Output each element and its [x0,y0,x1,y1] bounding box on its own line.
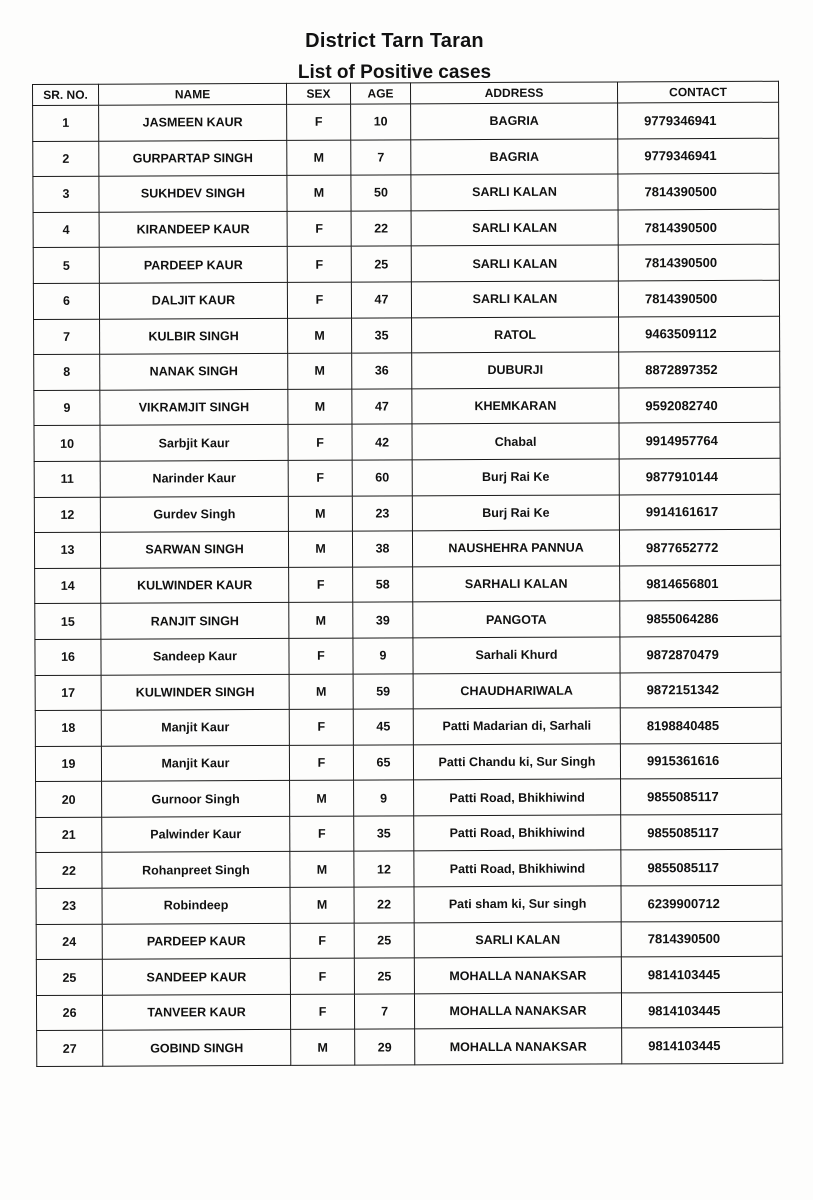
table-row [36,956,782,995]
cell-sex: F [287,282,351,318]
cell-sr-no: 4 [33,212,99,248]
cell-contact: 9779346941 [618,102,779,138]
cell-contact: 8198840485 [620,707,781,743]
cell-address: SARLI KALAN [411,174,618,210]
cell-name: Palwinder Kaur [102,816,290,852]
cell-address: MOHALLA NANAKSAR [415,1028,622,1064]
positive-cases-table [32,81,783,1067]
cell-sex: M [288,531,352,567]
header-age: AGE [350,83,410,104]
cell-name: TANVEER KAUR [102,994,290,1030]
cell-name: Gurnoor Singh [102,781,290,817]
document-title: District Tarn Taran [305,30,484,52]
cell-contact: 6239900712 [621,885,782,921]
cell-age: 29 [355,1029,415,1065]
cell-contact: 7814390500 [618,173,779,209]
cell-sr-no: 9 [34,390,100,426]
table-row [34,387,780,426]
cell-address: Patti Road, Bhikhiwind [414,815,621,851]
cell-address: SARLI KALAN [414,922,621,958]
cell-age: 7 [351,139,411,175]
cell-contact: 9877910144 [619,458,780,494]
cell-sr-no: 7 [34,319,100,355]
cell-age: 25 [354,922,414,958]
cell-sr-no: 20 [36,781,102,817]
cell-address: SARLI KALAN [411,245,618,281]
cell-name: GOBIND SINGH [103,1030,291,1066]
cell-contact: 9915361616 [620,743,781,779]
cell-sex: F [290,994,354,1030]
cell-sr-no: 15 [35,604,101,640]
cell-age: 65 [353,745,413,781]
cell-sex: M [290,887,354,923]
table-row [33,102,779,141]
header-contact: CONTACT [617,81,778,103]
table-row [34,316,780,355]
cell-age: 42 [352,424,412,460]
cell-age: 50 [351,175,411,211]
cell-age: 47 [352,389,412,425]
cell-sr-no: 17 [35,675,101,711]
document-subtitle: List of Positive cases [297,62,492,83]
table-row [33,280,779,319]
cell-age: 9 [353,638,413,674]
cell-sex: M [288,389,352,425]
cell-address: SARLI KALAN [411,210,618,246]
cell-sex: F [289,745,353,781]
cell-sr-no: 27 [37,1031,103,1067]
table-row [37,1028,783,1067]
cell-contact: 9872151342 [620,672,781,708]
cell-contact: 9814103445 [621,992,782,1028]
table-row [36,814,782,853]
cell-sex: M [290,780,354,816]
cell-name: Gurdev Singh [100,496,288,532]
cell-contact: 9872870479 [620,636,781,672]
cell-sr-no: 1 [33,105,99,141]
cell-sr-no: 24 [36,924,102,960]
cell-sr-no: 26 [36,995,102,1031]
table-row [35,601,781,640]
table-row [36,921,782,960]
cell-sex: M [288,496,352,532]
cell-sex: M [288,353,352,389]
table-body [33,102,783,1066]
cell-age: 60 [352,460,412,496]
cell-name: GURPARTAP SINGH [99,140,287,176]
cell-age: 38 [352,531,412,567]
cell-address: DUBURJI [412,352,619,388]
cell-age: 36 [352,353,412,389]
cell-contact: 9877652772 [619,529,780,565]
cell-contact: 9855085117 [621,850,782,886]
cell-sr-no: 18 [35,710,101,746]
cell-sr-no: 25 [36,959,102,995]
table-row [35,565,781,604]
table-row [36,850,782,889]
cell-name: Robindeep [102,887,290,923]
cell-address: Patti Madarian di, Sarhali [413,708,620,744]
cell-sex: M [287,140,351,176]
cell-address: CHAUDHARIWALA [413,672,620,708]
cell-contact: 9855064286 [620,601,781,637]
table-row [34,423,780,462]
cell-name: Rohanpreet Singh [102,852,290,888]
cell-sr-no: 11 [34,461,100,497]
cell-address: PANGOTA [413,601,620,637]
cell-address: RATOL [412,317,619,353]
cell-contact: 9914957764 [619,423,780,459]
table-row [35,672,781,711]
cell-sr-no: 10 [34,426,100,462]
table-row [33,138,779,177]
cell-contact: 9855085117 [621,779,782,815]
cell-sr-no: 13 [34,532,100,568]
table-row [36,779,782,818]
cell-contact: 7814390500 [618,209,779,245]
cell-sex: F [290,816,354,852]
cell-contact: 9814103445 [622,1028,783,1064]
cell-sr-no: 8 [34,354,100,390]
cell-address: Patti Road, Bhikhiwind [414,850,621,886]
cell-contact: 9463509112 [619,316,780,352]
cell-sex: F [288,424,352,460]
cell-name: RANJIT SINGH [101,603,289,639]
table-row [36,992,782,1031]
cell-address: MOHALLA NANAKSAR [414,957,621,993]
cell-sex: F [290,923,354,959]
cell-name: KULWINDER SINGH [101,674,289,710]
cell-age: 47 [351,282,411,318]
cell-address: BAGRIA [411,103,618,139]
cell-sex: M [287,175,351,211]
cell-sex: F [288,460,352,496]
cell-contact: 9779346941 [618,138,779,174]
cell-name: PARDEEP KAUR [99,247,287,283]
cell-sex: F [289,709,353,745]
cell-name: Manjit Kaur [101,709,289,745]
cell-sr-no: 5 [33,248,99,284]
cell-address: KHEMKARAN [412,388,619,424]
cell-name: Sandeep Kaur [101,638,289,674]
cell-name: KULBIR SINGH [100,318,288,354]
cell-sex: F [289,567,353,603]
cell-name: DALJIT KAUR [99,282,287,318]
cell-age: 7 [354,994,414,1030]
cell-age: 35 [354,816,414,852]
header-sr-no: SR. NO. [33,84,99,105]
cell-sex: M [289,674,353,710]
cell-age: 12 [354,851,414,887]
cell-contact: 7814390500 [618,280,779,316]
cell-sex: M [291,1030,355,1066]
cell-address: Patti Road, Bhikhiwind [414,779,621,815]
cell-name: Narinder Kaur [100,460,288,496]
cell-age: 35 [352,317,412,353]
cell-age: 10 [351,104,411,140]
cell-address: Patti Chandu ki, Sur Singh [413,744,620,780]
table-row [34,494,780,533]
cell-contact: 9855085117 [621,814,782,850]
cell-sex: F [287,104,351,140]
cell-sr-no: 6 [33,283,99,319]
header-name: NAME [99,83,287,105]
cell-name: Manjit Kaur [101,745,289,781]
cell-address: Chabal [412,423,619,459]
table-row [35,743,781,782]
table-row [34,529,780,568]
cell-sex: M [289,602,353,638]
cell-address: SARHALI KALAN [413,566,620,602]
cell-sex: M [290,852,354,888]
cell-sex: F [289,638,353,674]
cell-name: KULWINDER KAUR [101,567,289,603]
cell-name: SARWAN SINGH [100,532,288,568]
cell-sr-no: 22 [36,853,102,889]
cell-address: SARLI KALAN [411,281,618,317]
table-row [34,351,780,390]
cell-age: 25 [354,958,414,994]
cell-address: Pati sham ki, Sur singh [414,886,621,922]
cell-age: 9 [354,780,414,816]
cell-contact: 9914161617 [619,494,780,530]
cell-sr-no: 21 [36,817,102,853]
header-sex: SEX [286,83,350,104]
cell-contact: 9814656801 [620,565,781,601]
cell-sex: F [287,246,351,282]
cell-sex: F [287,211,351,247]
cell-sex: F [290,958,354,994]
cell-sr-no: 16 [35,639,101,675]
cell-sr-no: 2 [33,141,99,177]
cell-age: 39 [353,602,413,638]
cell-address: BAGRIA [411,139,618,175]
cell-address: NAUSHEHRA PANNUA [412,530,619,566]
cell-sr-no: 23 [36,888,102,924]
cell-address: MOHALLA NANAKSAR [414,993,621,1029]
cell-contact: 7814390500 [618,245,779,281]
cell-age: 58 [353,567,413,603]
table-row [34,458,780,497]
cell-name: SUKHDEV SINGH [99,176,287,212]
header-address: ADDRESS [410,82,617,104]
cell-contact: 9814103445 [621,956,782,992]
cell-name: VIKRAMJIT SINGH [100,389,288,425]
table-row [33,173,779,212]
cell-sr-no: 19 [35,746,101,782]
cell-age: 25 [351,246,411,282]
cell-age: 23 [352,495,412,531]
cell-sr-no: 3 [33,176,99,212]
cell-sr-no: 14 [35,568,101,604]
cell-address: Burj Rai Ke [412,459,619,495]
table-row [36,885,782,924]
cell-contact: 8872897352 [619,351,780,387]
cell-sr-no: 12 [34,497,100,533]
cell-address: Burj Rai Ke [412,494,619,530]
cell-name: JASMEEN KAUR [99,104,287,140]
cell-name: Sarbjit Kaur [100,425,288,461]
cell-name: KIRANDEEP KAUR [99,211,287,247]
cell-contact: 9592082740 [619,387,780,423]
cell-age: 45 [353,709,413,745]
cell-name: NANAK SINGH [100,354,288,390]
cell-age: 22 [351,211,411,247]
cell-age: 59 [353,673,413,709]
cell-name: PARDEEP KAUR [102,923,290,959]
cell-contact: 7814390500 [621,921,782,957]
table-row [35,636,781,675]
cell-name: SANDEEP KAUR [102,959,290,995]
table-row [35,707,781,746]
cell-age: 22 [354,887,414,923]
table-row [33,209,779,248]
cell-address: Sarhali Khurd [413,637,620,673]
cell-sex: M [288,318,352,354]
table-row [33,245,779,284]
